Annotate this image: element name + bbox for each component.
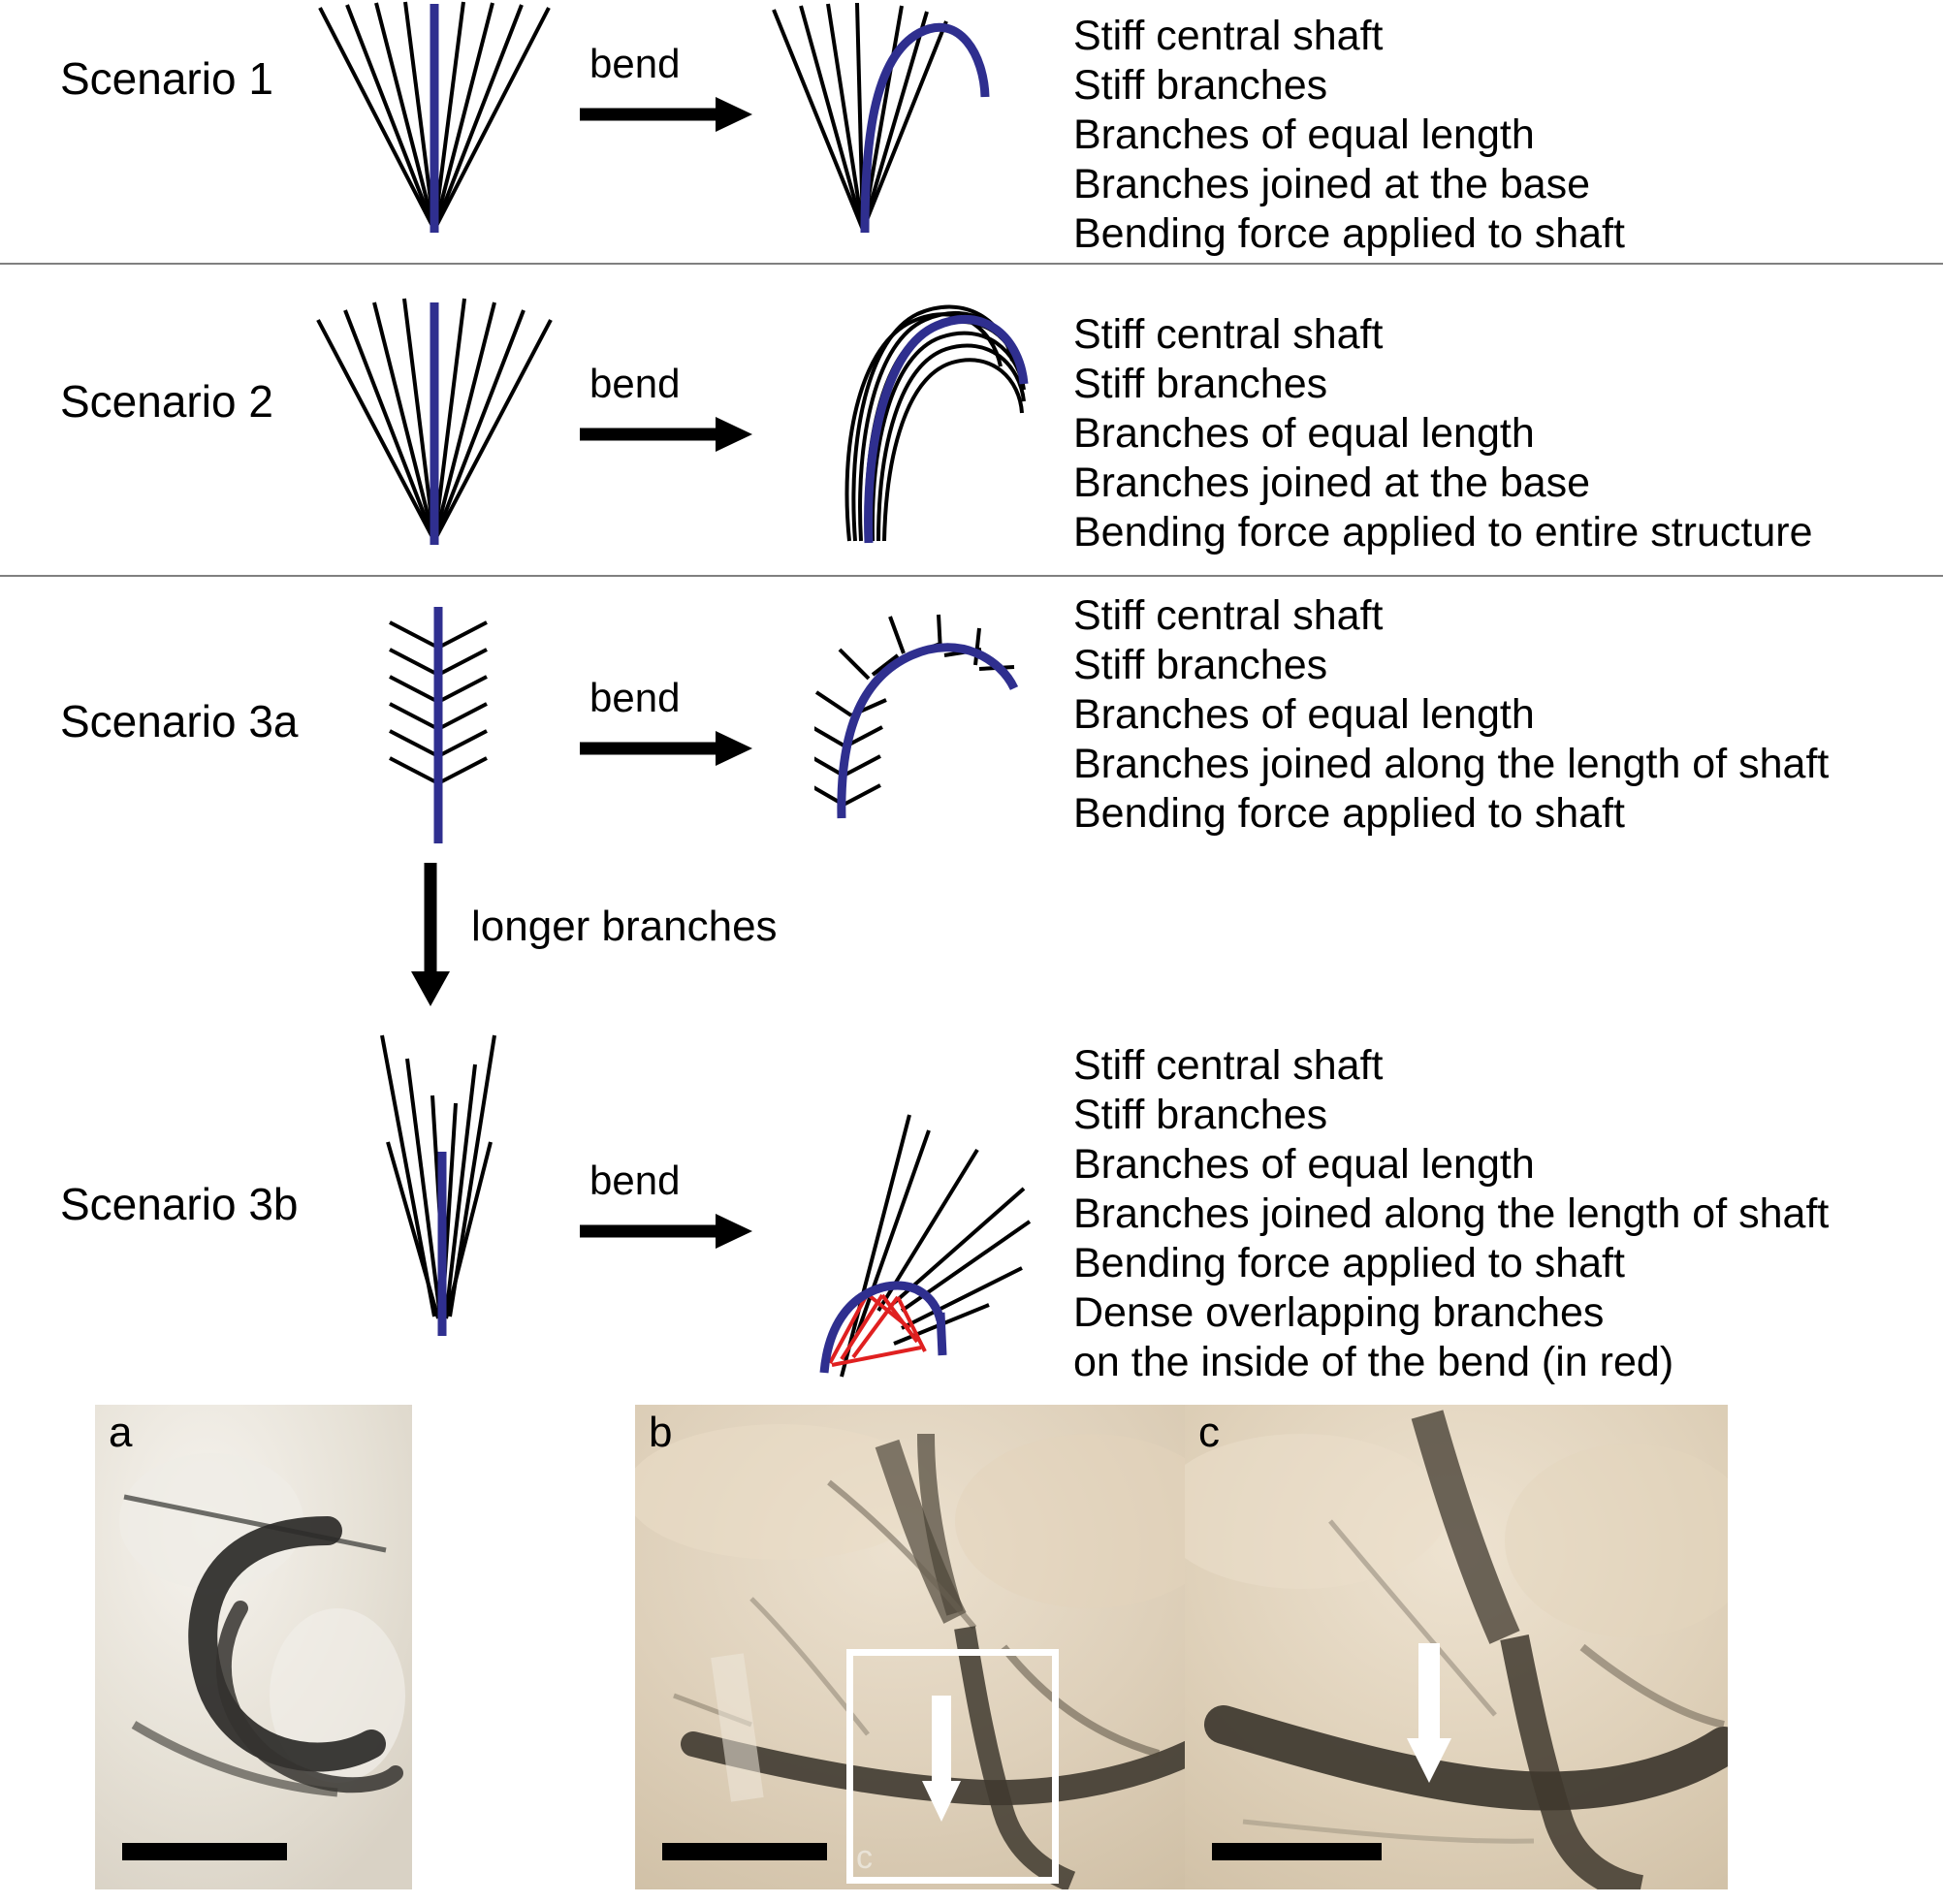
scenario-1-unbent-diagram — [291, 0, 582, 242]
scenario-3b-unbent-diagram — [349, 1026, 591, 1384]
scenario-2-label: Scenario 2 — [60, 376, 273, 427]
scenario-3a-bullets — [1073, 591, 1829, 839]
scenario-1-bullet-3: Branches joined at the base — [1073, 161, 1591, 207]
photo-a-label: a — [109, 1409, 133, 1456]
scenario-2-bullets — [1073, 310, 1813, 557]
scenario-1-bullet-4: Bending force applied to shaft — [1073, 210, 1625, 257]
scenario-1-bent-diagram — [756, 0, 1047, 242]
scenario-3a-label: Scenario 3a — [60, 696, 299, 746]
scenario-3a-bullet-1: Stiff branches — [1073, 642, 1328, 688]
scenario-3b-bullet-6: on the inside of the bend (in red) — [1073, 1339, 1674, 1385]
scenario-2-bent-diagram — [776, 291, 1096, 553]
scenario-1-label: Scenario 1 — [60, 53, 273, 104]
scenario-3b-bullet-2: Branches of equal length — [1073, 1141, 1535, 1188]
photo-panel-a — [95, 1405, 412, 1889]
longer-branches-arrow-icon — [398, 863, 465, 1008]
scenario-2-bullet-1: Stiff branches — [1073, 361, 1328, 407]
scenario-1-bullet-0: Stiff central shaft — [1073, 13, 1384, 59]
scenario-3a-unbent-diagram — [368, 589, 562, 861]
scenario-3b-label: Scenario 3b — [60, 1179, 299, 1229]
photo-c-label: c — [1198, 1409, 1220, 1456]
scenario-3b-bullet-0: Stiff central shaft — [1073, 1042, 1384, 1089]
scenario-3b-bullet-5: Dense overlapping branches — [1073, 1289, 1605, 1336]
scenario-3a-bend-arrow-icon — [580, 727, 754, 772]
scenario-3a-bullet-3: Branches joined along the length of shaft — [1073, 741, 1830, 787]
photo-panel-c — [1185, 1405, 1728, 1889]
scenario-3b-bullet-1: Stiff branches — [1073, 1092, 1328, 1138]
scenario-3b-bullet-4: Bending force applied to shaft — [1073, 1240, 1625, 1286]
scenario-3b-bent-diagram — [785, 1105, 1086, 1396]
scenario-1-bullets — [1073, 12, 1625, 259]
photo-panel-group — [0, 1405, 1943, 1904]
photo-b-label: b — [649, 1409, 673, 1456]
scenario-3b-bullets — [1073, 1041, 1829, 1387]
photo-panel-b — [635, 1405, 1214, 1889]
photo-c-pointer-arrow-icon — [1396, 1643, 1474, 1789]
scenario-2-bend-label: bend — [589, 361, 681, 406]
scenario-2-bullet-2: Branches of equal length — [1073, 410, 1535, 457]
scenario-2-bend-arrow-icon — [580, 413, 754, 458]
photo-a-scale-bar — [122, 1843, 287, 1860]
scenario-1-bend-label: bend — [589, 41, 681, 86]
photo-b-inset-letter: c — [856, 1839, 873, 1876]
scenario-3b-bend-arrow-icon — [580, 1210, 754, 1254]
scenario-2-bullet-3: Branches joined at the base — [1073, 460, 1591, 506]
scenario-2-bullet-0: Stiff central shaft — [1073, 311, 1384, 358]
scenario-1-bullet-1: Stiff branches — [1073, 62, 1328, 109]
photo-b-scale-bar — [662, 1843, 827, 1860]
divider-2 — [0, 575, 1943, 577]
scenario-3b-bend-label: bend — [589, 1158, 681, 1203]
scenario-3a-bullet-0: Stiff central shaft — [1073, 592, 1384, 639]
scenario-3b-bullet-3: Branches joined along the length of shaft — [1073, 1190, 1830, 1237]
photo-c-scale-bar — [1212, 1843, 1382, 1860]
divider-1 — [0, 263, 1943, 265]
longer-branches-label: longer branches — [471, 903, 778, 950]
scenario-2-unbent-diagram — [291, 291, 582, 553]
scenario-2-bullet-4: Bending force applied to entire structure — [1073, 509, 1813, 555]
scenario-3a-bend-label: bend — [589, 675, 681, 720]
scenario-1-bullet-2: Branches of equal length — [1073, 111, 1535, 158]
photo-b-pointer-arrow-icon — [914, 1696, 982, 1826]
scenario-3a-bullet-4: Bending force applied to shaft — [1073, 790, 1625, 837]
scenario-3a-bent-diagram — [814, 611, 1067, 853]
scenario-3a-bullet-2: Branches of equal length — [1073, 691, 1535, 738]
photo-a-fossil-image — [95, 1405, 412, 1889]
scenario-1-bend-arrow-icon — [580, 93, 754, 138]
